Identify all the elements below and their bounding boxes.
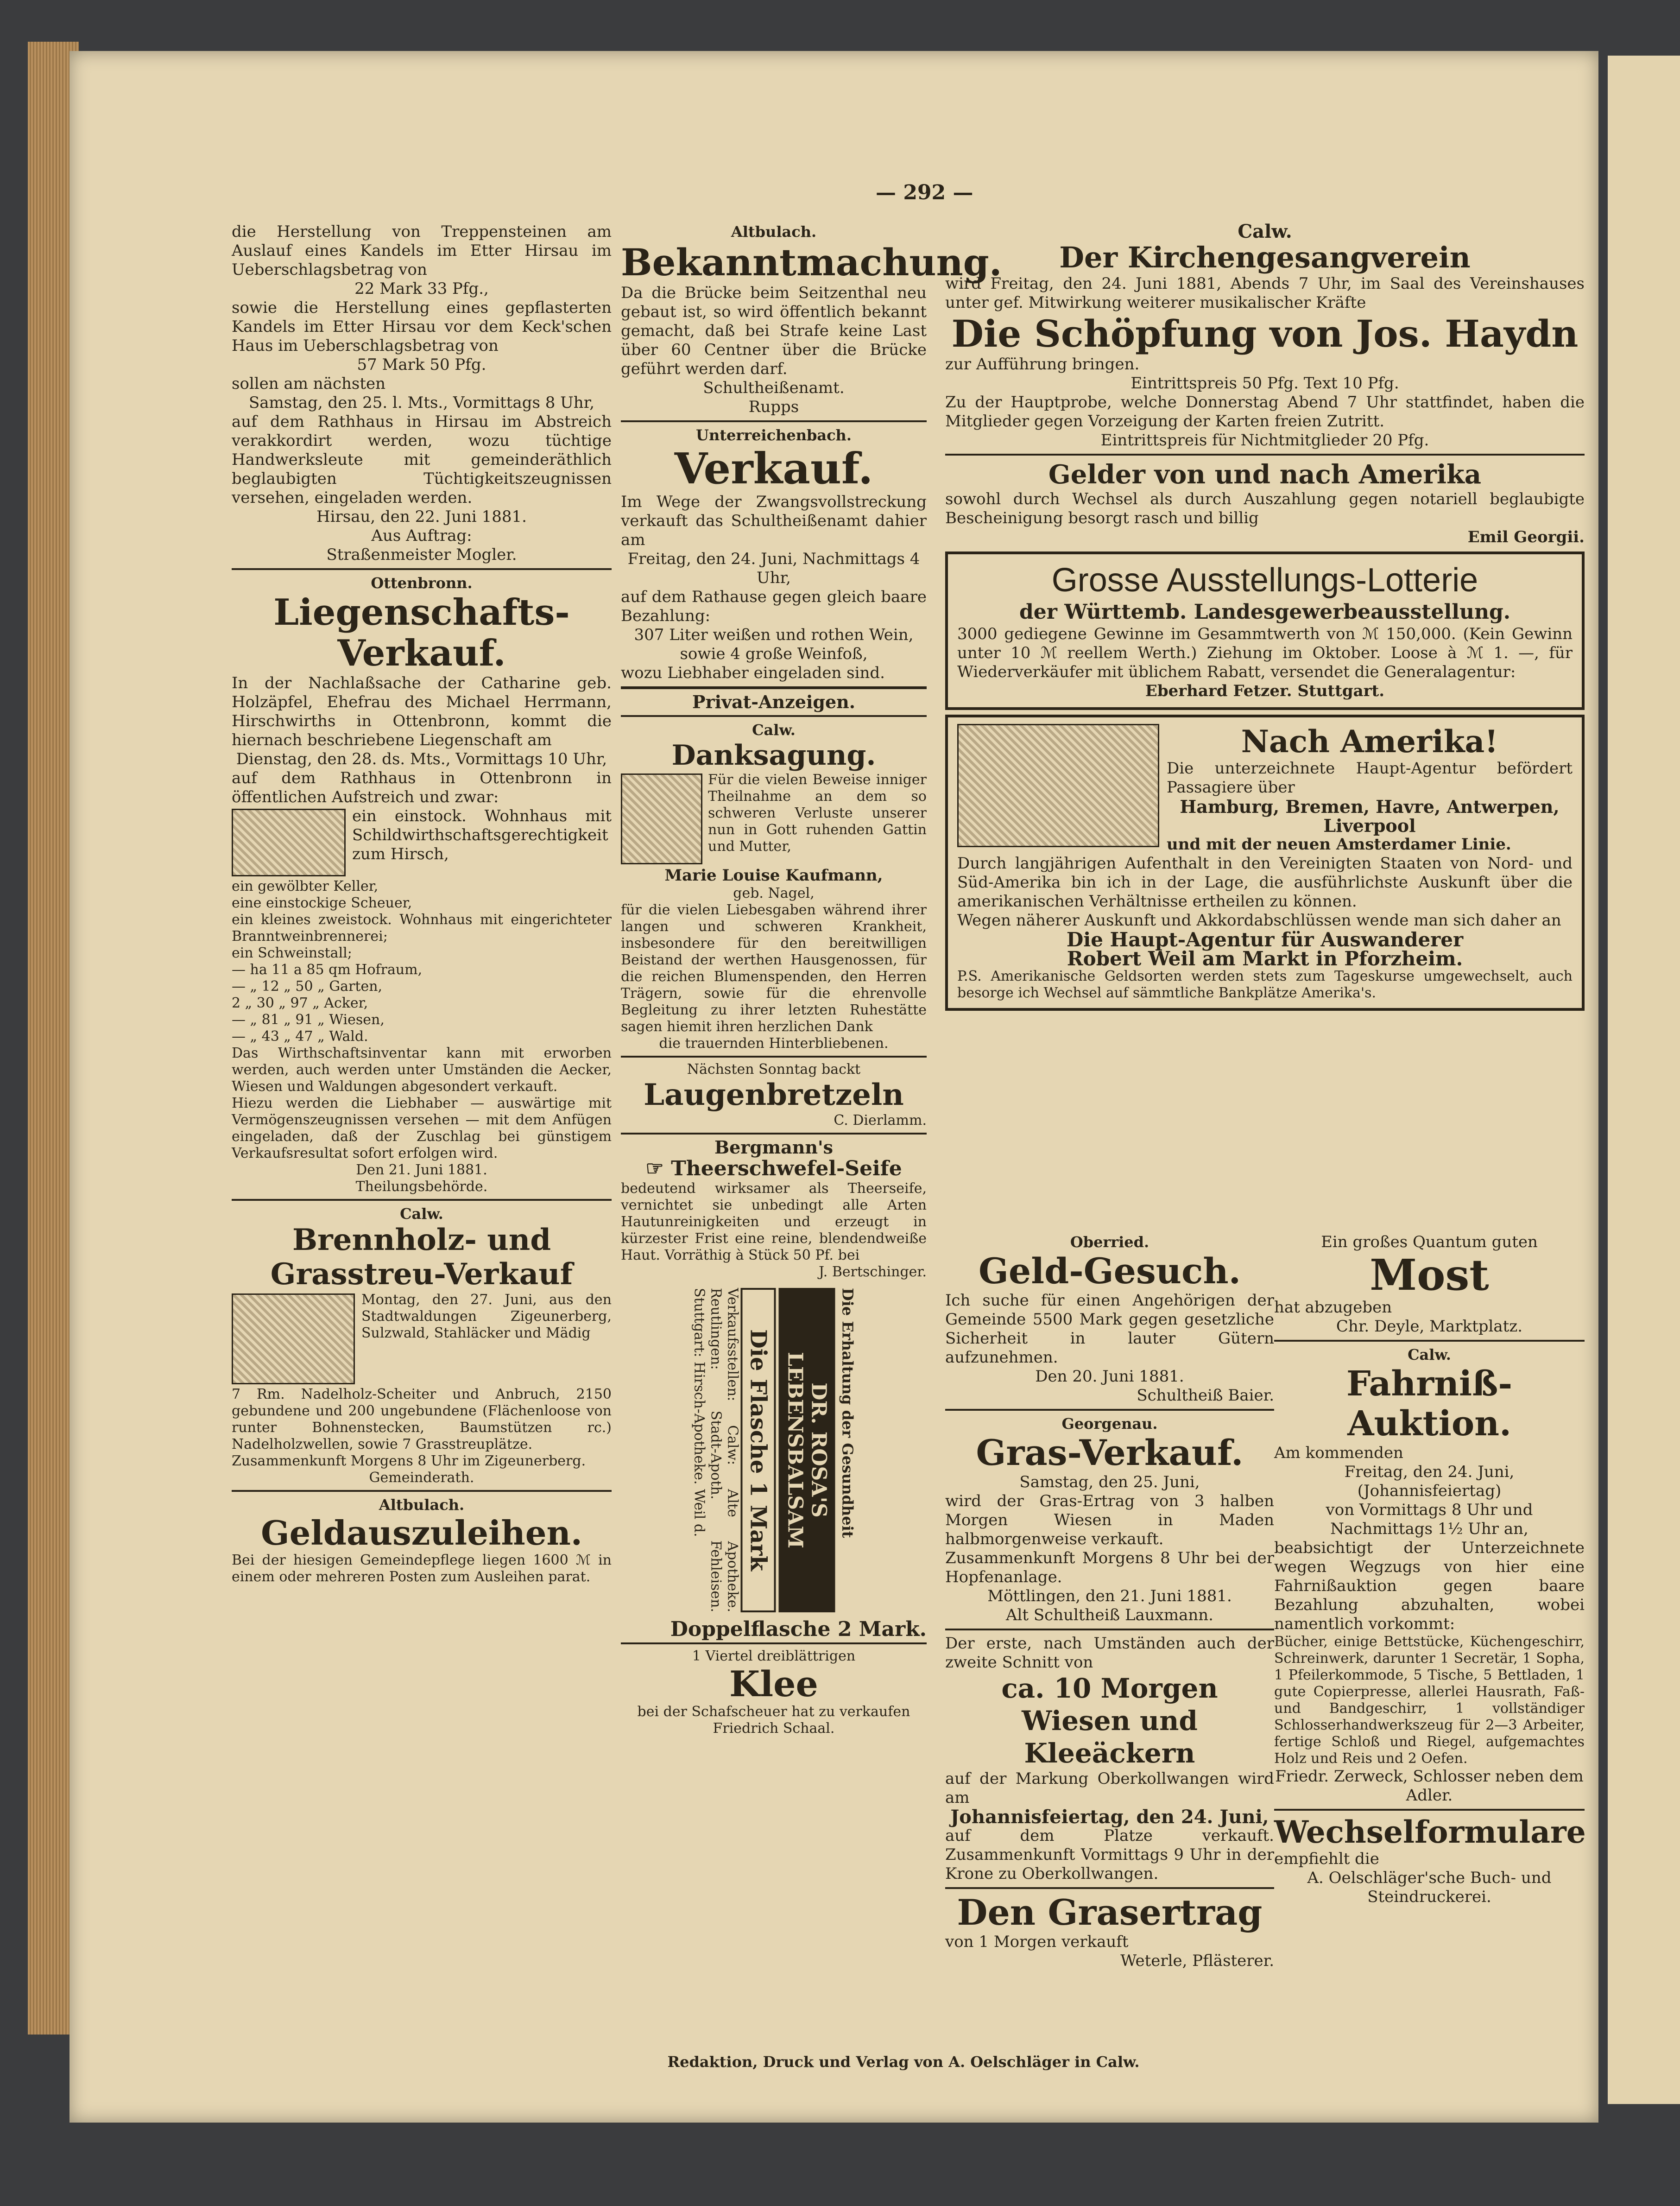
divider bbox=[945, 454, 1585, 456]
ad-text: wozu Liebhaber eingeladen sind. bbox=[621, 664, 885, 682]
deceased-name: Marie Louise Kaufmann, bbox=[664, 866, 883, 885]
ad-date: Den 20. Juni 1881. bbox=[1035, 1367, 1184, 1386]
land-row: — ha 11 a 85 qm Hofraum, bbox=[232, 962, 423, 978]
ad-title: Die Schöpfung von Jos. Haydn bbox=[951, 312, 1579, 355]
divider bbox=[621, 686, 927, 689]
divider bbox=[621, 420, 927, 422]
ad-text: auf dem Rathause gegen gleich baare Bezahlung: bbox=[621, 588, 927, 625]
divider bbox=[232, 1199, 612, 1201]
ad-title: Wechselformulare bbox=[1274, 1814, 1586, 1850]
ad-title: Liegenschafts-Verkauf. bbox=[273, 591, 570, 674]
ad-text: bedeutend wirksamer als Theerseife, vernichtet sie unbedingt alle Arten Hautunreinigkeiten und erzeugt in kürzester Frist eine reine, blendendweiße Haut. Vorräthig à Stück 50 Pf. bei bbox=[621, 1180, 927, 1263]
brand-banner: DR. ROSA'S LEBENSBALSAM bbox=[779, 1288, 835, 1612]
ad-text: 307 Liter weißen und rothen Wein, sowie 4 große Weinfoß, bbox=[634, 626, 914, 663]
notice-sign: Straßenmeister Mogler. bbox=[326, 545, 517, 564]
ad-text: wird Freitag, den 24. Juni 1881, Abends 7 Uhr, im Saal des Vereinshauses unter gef. Mitwirkung weiterer musikalischer Kräfte bbox=[945, 274, 1585, 312]
ad-title: Most bbox=[1370, 1250, 1489, 1300]
ad-sign: Eberhard Fetzer. Stuttgart. bbox=[1145, 682, 1385, 700]
lebensbalsam-ad bbox=[621, 1283, 927, 1617]
ad-sign: J. Bertschinger. bbox=[819, 1264, 927, 1280]
ad-sign: Emil Georgii. bbox=[1467, 528, 1585, 546]
ad-text: 1 Viertel dreiblättrigen bbox=[692, 1648, 856, 1664]
ad-title: Laugenbretzeln bbox=[644, 1078, 904, 1112]
ad-title: Geldauszuleihen. bbox=[261, 1513, 582, 1553]
house-listing bbox=[232, 807, 612, 864]
divider bbox=[621, 1056, 927, 1058]
ad-text: geb. Nagel, bbox=[733, 885, 815, 901]
page-number: — 292 — bbox=[876, 181, 973, 204]
land-row: — „ 81 „ 91 „ Wiesen, bbox=[232, 1012, 385, 1028]
ad-title: Grosse Ausstellungs-Lotterie bbox=[1051, 562, 1478, 599]
ad-sign: Theilungsbehörde. bbox=[355, 1179, 488, 1195]
ad-text: auf dem Platze verkauft. Zusammenkunft Vormittags 9 Uhr in der Krone zu Oberkollwangen. bbox=[945, 1826, 1274, 1883]
place-header: Altbulach. bbox=[731, 223, 817, 241]
divider bbox=[232, 1490, 612, 1492]
ad-text: auf dem Rathhaus in Ottenbronn in öffentlichen Aufstreich und zwar: bbox=[232, 769, 612, 806]
ad-title: Der Kirchengesangverein bbox=[1059, 241, 1471, 274]
notice-date: Hirsau, den 22. Juni 1881. bbox=[316, 507, 527, 526]
column-3 bbox=[945, 222, 1585, 1015]
ad-text: zur Aufführung bringen. bbox=[945, 355, 1140, 374]
notice-text: auf dem Rathhaus in Hirsau im Abstreich verakkordirt werden, wozu tüchtige Handwerksleute mit gemeinderäthlich beglaubigten Tüchtigkeitszeugnissen versehen, eingeladen werden. bbox=[232, 412, 612, 507]
ad-sign: die trauernden Hinterbliebenen. bbox=[659, 1035, 889, 1052]
divider bbox=[621, 1133, 927, 1135]
notice-text: die Herstellung von Treppensteinen am Auslauf eines Kandels im Etter Hirsau im Ueberschlagsbetrag von bbox=[232, 222, 612, 279]
ad-text: empfiehlt die bbox=[1274, 1850, 1379, 1868]
ad-text: Hiezu werden die Liebhaber — auswärtige mit Vermögenszeugnissen versehen — mit dem Anfügen eingeladen, daß der Zuschlag bei günstigem Verkaufsresultat sofort erfolgen wird. bbox=[232, 1095, 612, 1161]
ad-sign: A. Oelschläger'sche Buch- und Steindruckerei. bbox=[1307, 1869, 1552, 1906]
ad-title: Den Grasertrag bbox=[957, 1892, 1263, 1933]
ad-text: von 1 Morgen verkauft bbox=[945, 1933, 1129, 1951]
facing-page-fragment bbox=[1608, 56, 1680, 2104]
brand-name: Bergmann's bbox=[714, 1137, 833, 1158]
ad-ports: Hamburg, Bremen, Havre, Antwerpen, Liverpool bbox=[1180, 796, 1560, 836]
notice-amount: 22 Mark 33 Pfg., bbox=[354, 279, 489, 298]
ad-text: ein gewölbter Keller, bbox=[232, 878, 379, 894]
divider bbox=[945, 1629, 1274, 1630]
ad-date: Den 21. Juni 1881. bbox=[356, 1162, 487, 1178]
ad-text: für die vielen Liebesgaben während ihrer langen und schweren Krankheit, insbesondere für den bereitwilligen Beistand der werthen Hausgenossen, für die reichen Blumenspenden, den Herren Trägern, sowie für die ehrenvolle Begleitung zu ihrer letzten Ruhestätte sagen hiemit ihren herzlichen Dank bbox=[621, 902, 927, 1035]
price-banner: Die Flasche 1 Mark bbox=[741, 1288, 776, 1612]
ad-sign: C. Dierlamm. bbox=[834, 1112, 927, 1128]
place-header: Calw. bbox=[752, 721, 796, 739]
ad-sellers: Verkaufsstellen: Calw: Alte Apotheke. Reutlingen: Stadt-Apoth. Fehleisen. Stuttgart: Hirsch-Apotheke. Weil d. bbox=[691, 1288, 741, 1612]
ad-text: Ich suche für einen Angehörigen der Gemeinde 5500 Mark gegen gesetzliche Sicherheit in lauter Gütern aufzunehmen. bbox=[945, 1291, 1274, 1367]
place-header: Oberried. bbox=[1070, 1233, 1149, 1251]
ad-text: Das Wirthschaftsinventar kann mit erworben werden, auch werden unter Umständen die Aecker, Wiesen und Waldungen abgesondert verkauft. bbox=[232, 1045, 612, 1095]
ad-sign: Gemeinderath. bbox=[369, 1470, 474, 1486]
place-header: Ottenbronn. bbox=[371, 574, 473, 592]
column-2 bbox=[621, 222, 1002, 1737]
land-row: 2 „ 30 „ 97 „ Acker, bbox=[232, 995, 368, 1011]
ad-price: Doppelflasche 2 Mark. bbox=[670, 1617, 927, 1641]
divider bbox=[945, 1409, 1274, 1411]
section-private-ads: Privat-Anzeigen. bbox=[692, 691, 855, 712]
notice-text: sowie die Herstellung eines gepflasterten Kandels im Etter Hirsau vor dem Keck'schen Haus im Ueberschlagsbetrag von bbox=[232, 298, 612, 355]
ad-text: Nächsten Sonntag backt bbox=[687, 1061, 861, 1078]
ad-agency: Die Haupt-Agentur für Auswanderer bbox=[1066, 928, 1464, 951]
ad-text: Ein großes Quantum guten bbox=[1321, 1233, 1538, 1251]
land-row: — „ 12 „ 50 „ Garten, bbox=[232, 978, 383, 995]
ad-text: 3000 gediegene Gewinne im Gesammtwerth von ℳ 150,000. (Kein Gewinn unter 10 ℳ reellem Werth.) Ziehung im Oktober. Loose à ℳ 1. —, für Wiederverkäufer mit üblichem Rabatt, versendet die Generalagentur: bbox=[957, 625, 1573, 681]
notice-text: sollen am nächsten bbox=[232, 374, 386, 393]
ad-date: Freitag, den 24. Juni, (Johannisfeiertag) bbox=[1344, 1463, 1515, 1500]
ad-subtitle: der Württemb. Landesgewerbeausstellung. bbox=[1019, 600, 1511, 624]
ad-title: Gelder von und nach Amerika bbox=[1048, 459, 1482, 490]
divider bbox=[232, 568, 612, 570]
place-header: Altbulach. bbox=[379, 1496, 465, 1514]
place-header: Unterreichenbach. bbox=[696, 426, 852, 444]
ad-sign: Schultheißenamt. bbox=[703, 379, 845, 397]
ad-title: Theerschwefel-Seife bbox=[671, 1157, 902, 1180]
ad-text: Im Wege der Zwangsvollstreckung verkauft das Schultheißenamt dahier am bbox=[621, 493, 927, 549]
ad-text: In der Nachlaßsache der Catharine geb. Holzäpfel, Ehefrau des Michael Herrmann, Hirschwirths in Ottenbronn, kommt die hiernach beschriebene Liegenschaft am bbox=[232, 674, 612, 749]
ad-text: 7 Rm. Nadelholz-Scheiter und Anbruch, 2150 gebundene und 200 ungebundene (Flächenloose von runter Bohnenstecken, Baumstützen rc.) Nadelholzwellen, sowie 7 Grasstreuplätze. bbox=[232, 1386, 612, 1452]
condolence-block bbox=[621, 772, 927, 855]
ad-text: Am kommenden bbox=[1274, 1444, 1403, 1462]
ad-text: Die unterzeichnete Haupt-Agentur befördert Passagiere über bbox=[1167, 759, 1573, 797]
ad-text: sowohl durch Wechsel als durch Auszahlung gegen notariell beglaubigte Bescheinigung besorgt rasch und billig bbox=[945, 490, 1585, 527]
emigration-ad bbox=[945, 715, 1585, 1011]
imprint-footer: Redaktion, Druck und Verlag von A. Oelschläger in Calw. bbox=[667, 2053, 1140, 2071]
ad-title: Geld-Gesuch. bbox=[978, 1250, 1241, 1292]
grave-cross-illustration-icon bbox=[621, 773, 702, 864]
divider bbox=[621, 715, 927, 717]
lumberjacks-illustration-icon bbox=[232, 1293, 355, 1384]
ad-sign: Friedr. Zerweck, Schlosser neben dem Adler. bbox=[1275, 1767, 1584, 1805]
ad-title: Klee bbox=[729, 1663, 818, 1705]
ad-text: ein einstock. Wohnhaus mit Schildwirthschaftsgerechtigkeit zum Hirsch, bbox=[352, 807, 612, 863]
place-header: Calw. bbox=[1238, 221, 1292, 242]
ad-price: Eintrittspreis 50 Pfg. Text 10 Pfg. bbox=[1131, 374, 1399, 393]
ad-sign: Chr. Deyle, Marktplatz. bbox=[1336, 1317, 1523, 1336]
divider bbox=[945, 1887, 1274, 1889]
ad-sign: Alt Schultheiß Lauxmann. bbox=[1005, 1606, 1213, 1624]
ad-text: Da die Brücke beim Seitzenthal neu gebaut ist, so wird öffentlich bekannt gemacht, daß bei Strafe keine Last über 60 Centner über die Brücke geführt werden darf. bbox=[621, 284, 927, 378]
ad-sign: Weterle, Pflästerer. bbox=[1120, 1952, 1274, 1970]
ad-date: Möttlingen, den 21. Juni 1881. bbox=[987, 1587, 1232, 1605]
ad-text: auf der Markung Oberkollwangen wird am bbox=[945, 1769, 1274, 1807]
ad-title: ca. 10 Morgen Wiesen und Kleeäckern bbox=[1001, 1673, 1218, 1769]
ad-text: und mit der neuen Amsterdamer Linie. bbox=[1167, 835, 1511, 854]
ad-title: Danksagung. bbox=[671, 739, 876, 772]
place-header: Calw. bbox=[1408, 1346, 1451, 1363]
ad-sign: Rupps bbox=[748, 398, 799, 416]
land-row: — „ 43 „ 47 „ Wald. bbox=[232, 1028, 368, 1045]
timber-listing bbox=[232, 1292, 612, 1342]
house-illustration-icon bbox=[232, 809, 346, 876]
notice-amount: 57 Mark 50 Pfg. bbox=[357, 355, 486, 374]
ad-sign: Schultheiß Baier. bbox=[1137, 1386, 1274, 1405]
ad-text: Zusammenkunft Morgens 8 Uhr im Zigeunerberg. bbox=[232, 1453, 586, 1469]
notice-sign: Aus Auftrag: bbox=[371, 526, 472, 545]
lottery-ad bbox=[945, 552, 1585, 710]
ad-text: Bei der hiesigen Gemeindepflege liegen 1600 ℳ in einem oder mehreren Posten zum Ausleihen parat. bbox=[232, 1552, 612, 1585]
column-1 bbox=[232, 222, 612, 1585]
ad-text: eine einstockige Scheuer, bbox=[232, 895, 412, 911]
ad-text: beabsichtigt der Unterzeichnete wegen Wegzugs von hier eine Fahrnißauktion gegen baare Bezahlung abzuhalten, wobei namentlich vorkommt: bbox=[1274, 1539, 1585, 1633]
ad-text: bei der Schafscheuer hat zu verkaufen bbox=[637, 1704, 910, 1720]
ad-text: ein kleines zweistock. Wohnhaus mit eingerichteter Branntweinbrennerei; bbox=[232, 912, 612, 945]
place-header: Georgenau. bbox=[1061, 1415, 1158, 1433]
soap-title-row bbox=[621, 1157, 927, 1180]
ad-text: hat abzugeben bbox=[1274, 1298, 1392, 1317]
ad-text: Bücher, einige Bettstücke, Küchengeschirr, Schreinwerk, darunter 1 Secretär, 1 Sopha, 1 Pfeilerkommode, 5 Tische, 5 Bettladen, 1 gute Copierpresse, allerlei Hausrath, Faß- und Bandgeschirr, 1 vollständiger Schlosserhandwerkszeug für 2—3 Arbeiter, fertige Schloß und Riegel, aufgemachtes Holz und Reis und 2 Oefen. bbox=[1274, 1634, 1585, 1767]
ad-text: Montag, den 27. Juni, aus den Stadtwaldungen Zigeunerberg, Sulzwald, Stahläcker und Mädig bbox=[361, 1292, 612, 1341]
steamship-illustration-icon bbox=[957, 724, 1159, 847]
ad-text: Der erste, nach Umständen auch der zweite Schnitt von bbox=[945, 1634, 1274, 1672]
ad-date: Samstag, den 25. Juni, bbox=[1019, 1473, 1200, 1491]
pointing-hand-icon: ☞ bbox=[645, 1157, 664, 1180]
ad-sign: Robert Weil am Markt in Pforzheim. bbox=[1067, 947, 1463, 970]
notice-date: Samstag, den 25. l. Mts., Vormittags 8 Uhr, bbox=[248, 393, 595, 412]
ad-price: Eintrittspreis für Nichtmitglieder 20 Pfg. bbox=[1100, 431, 1429, 450]
ad-text: Zusammenkunft Morgens 8 Uhr bei der Hopfenanlage. bbox=[945, 1549, 1274, 1586]
ad-text: Durch langjährigen Aufenthalt in den Vereinigten Staaten von Nord- und Süd-Amerika bin ich in der Lage, die ausführlichste Auskunft über die amerikanischen Verhältnisse ertheilen zu können. bbox=[957, 854, 1573, 911]
ad-heading: Die Erhaltung der Gesundheit bbox=[839, 1288, 857, 1538]
column-3b bbox=[1274, 1233, 1585, 1907]
ad-date: Johannisfeiertag, den 24. Juni, bbox=[950, 1806, 1269, 1828]
ad-title: Bekanntmachung. bbox=[621, 241, 1002, 284]
place-header: Calw. bbox=[400, 1205, 443, 1223]
ad-text: wird der Gras-Ertrag von 3 halben Morgen Wiesen in Maden halbmorgenweise verkauft. bbox=[945, 1492, 1274, 1548]
ad-text: Zu der Hauptprobe, welche Donnerstag Abend 7 Uhr stattfindet, haben die Mitglieder gegen Vorzeigung der Karten freien Zutritt. bbox=[945, 393, 1585, 431]
ad-sign: Friedrich Schaal. bbox=[713, 1720, 835, 1737]
ad-title: Fahrniß-Auktion. bbox=[1346, 1364, 1513, 1444]
divider bbox=[1274, 1340, 1585, 1342]
ad-title: Verkauf. bbox=[674, 444, 873, 494]
ad-text: Wegen näherer Auskunft und Akkordabschlüssen wende man sich daher an bbox=[957, 911, 1561, 930]
ad-title: Brennholz- und Grasstreu-Verkauf bbox=[270, 1223, 573, 1292]
ad-text: Für die vielen Beweise inniger Theilnahme an dem so schweren Verluste unserer nun in Gott ruhenden Gattin und Mutter, bbox=[708, 772, 927, 855]
ad-title: Gras-Verkauf. bbox=[976, 1432, 1244, 1473]
divider bbox=[621, 1642, 927, 1644]
ad-date: Dienstag, den 28. ds. Mts., Vormittags 10 Uhr, bbox=[236, 750, 607, 768]
ad-text: von Vormittags 8 Uhr und Nachmittags 1½ Uhr an, bbox=[1326, 1501, 1533, 1538]
ad-ps: P.S. Amerikanische Geldsorten werden stets zum Tageskurse umgewechselt, auch besorge ich Wechsel auf sämmtliche Bankplätze Amerika's. bbox=[957, 968, 1573, 1001]
column-3a bbox=[945, 1233, 1274, 1971]
ad-text: ein Schweinstall; bbox=[232, 945, 352, 961]
ad-title: Nach Amerika! bbox=[1241, 723, 1498, 760]
divider bbox=[1274, 1809, 1585, 1811]
ad-date: Freitag, den 24. Juni, Nachmittags 4 Uhr, bbox=[627, 550, 920, 587]
